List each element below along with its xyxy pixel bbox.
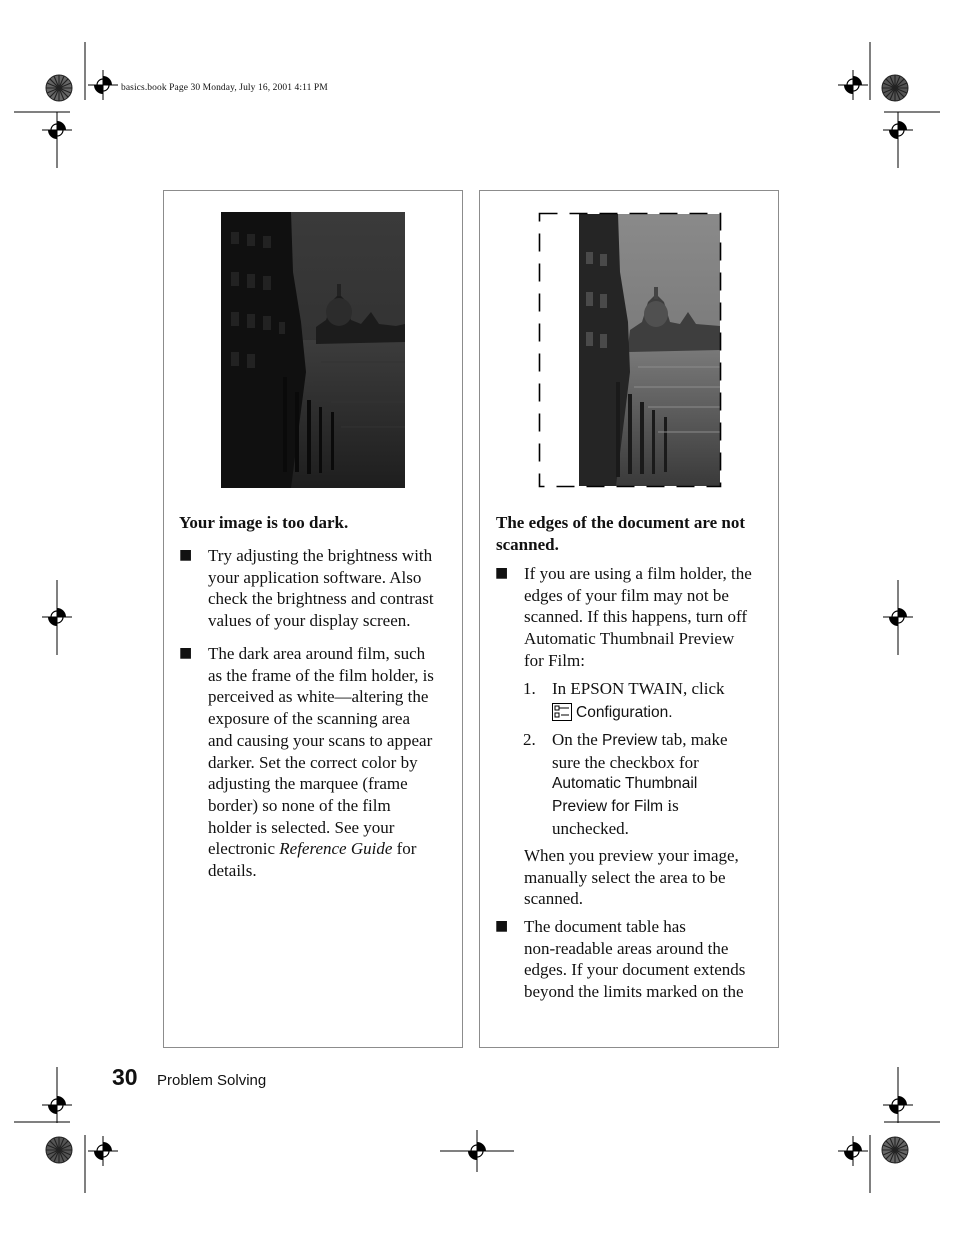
- starburst-target-icon: [45, 1136, 73, 1164]
- text-line: Try adjusting the brightness with: [208, 546, 433, 565]
- text-line: darker. Set the correct color by: [208, 752, 418, 772]
- text-line: and causing your scans to appear: [208, 730, 433, 750]
- heading-edges-not-scanned: [496, 512, 771, 556]
- text-line: unchecked.: [552, 818, 629, 838]
- step-number: 2.: [523, 730, 536, 749]
- bullet-document-table: [495, 916, 769, 1003]
- text-line: Automatic Thumbnail Preview: [524, 629, 735, 649]
- text-line: perceived as white—altering the: [208, 687, 429, 707]
- text-line: When you preview your image,: [524, 846, 739, 865]
- text-line: scanned.: [524, 889, 584, 909]
- checkbox-label-line: Automatic Thumbnail: [552, 775, 698, 793]
- text-line: adjusting the marquee (frame: [208, 774, 408, 794]
- configuration-label: Configuration: [576, 703, 669, 721]
- text-line: your application software. Also: [208, 567, 422, 587]
- bullet-film-holder: [495, 563, 769, 672]
- text-line: non-readable areas around the: [524, 938, 729, 958]
- section-title: Problem Solving: [157, 1072, 267, 1089]
- text-line: [552, 795, 772, 818]
- bullet-glyph: ■: [179, 547, 193, 563]
- heading-too-dark: Your image is too dark.: [179, 513, 349, 532]
- marquee-scan-photo: [538, 212, 722, 488]
- text-line: edges of your film may not be: [524, 585, 729, 605]
- checkbox-label-line: Preview for Film: [552, 798, 664, 816]
- preview-tab-label: Preview: [602, 732, 658, 749]
- text-line: scanned. If this happens, turn off: [524, 607, 747, 627]
- starburst-target-icon: [45, 74, 73, 102]
- text-run: tab, make: [657, 730, 728, 749]
- bullet-dark-area: [179, 643, 453, 882]
- text-line: sure the checkbox for: [552, 752, 699, 772]
- text-line: [552, 701, 772, 724]
- text-line: holder is selected. See your: [208, 817, 395, 837]
- text-line: The dark area around film, such: [208, 644, 426, 663]
- text-line: [552, 729, 772, 752]
- step-2: [523, 729, 772, 840]
- configuration-icon: [552, 703, 572, 721]
- text-line: The document table has: [524, 917, 686, 936]
- preview-note: [524, 845, 769, 910]
- text-line: [208, 838, 453, 860]
- step-1: [523, 678, 772, 723]
- page-number: 30: [112, 1064, 138, 1090]
- text-line: edges. If your document extends: [524, 960, 746, 980]
- text-run: .: [668, 703, 673, 721]
- text-line: values of your display screen.: [208, 611, 411, 631]
- text-run: for: [392, 839, 417, 859]
- text-line: exposure of the scanning area: [208, 709, 411, 729]
- heading-line: scanned.: [496, 535, 559, 554]
- text-run: is: [663, 796, 679, 816]
- text-line: manually select the area to be: [524, 867, 726, 887]
- bullet-glyph: ■: [495, 918, 509, 934]
- text-line: details.: [208, 861, 257, 881]
- text-line: for Film:: [524, 650, 585, 670]
- bullet-adjust-brightness: [179, 545, 453, 632]
- starburst-target-icon: [881, 1136, 909, 1164]
- heading-line: The edges of the document are not: [496, 513, 745, 532]
- reference-guide-title: Reference Guide: [279, 839, 393, 859]
- starburst-target-icon: [881, 74, 909, 102]
- text-line: as the frame of the film holder, is: [208, 665, 434, 685]
- text-run: electronic: [208, 839, 280, 859]
- dark-scan-photo: [221, 212, 405, 488]
- text-line: beyond the limits marked on the: [524, 982, 744, 1002]
- text-line: If you are using a film holder, the: [524, 564, 752, 583]
- text-line: In EPSON TWAIN, click: [552, 679, 725, 698]
- bullet-glyph: ■: [179, 645, 193, 661]
- step-number: 1.: [523, 679, 536, 698]
- text-line: check the brightness and contrast: [208, 589, 434, 609]
- text-line: border) so none of the film: [208, 795, 391, 815]
- text-run: On the: [552, 730, 603, 749]
- print-slug: basics.book Page 30 Monday, July 16, 2001 4:11 PM: [121, 83, 328, 93]
- bullet-glyph: ■: [495, 565, 509, 581]
